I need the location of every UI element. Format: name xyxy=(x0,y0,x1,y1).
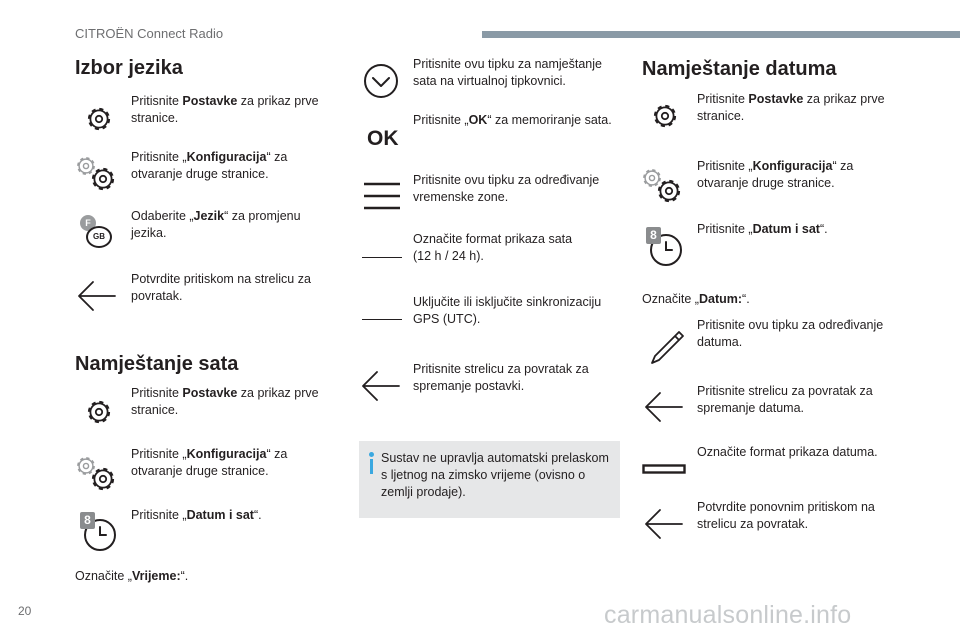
back-arrow-icon[interactable] xyxy=(359,366,403,406)
gear-icon[interactable] xyxy=(84,397,114,427)
double-gear-icon[interactable] xyxy=(640,166,688,208)
step-text: Potvrdite pritiskom na strelicu za povratak. xyxy=(131,272,311,303)
step-text: Pritisnite strelicu za povratak za spremanje postavki. xyxy=(413,362,589,393)
header-title: CITROËN Connect Radio xyxy=(75,26,224,41)
select-time-text: Označite „Vrijeme:“. xyxy=(75,569,189,583)
back-arrow-icon[interactable] xyxy=(642,387,686,427)
info-icon xyxy=(370,452,373,474)
step-text: Odaberite „Jezik“ za promjenu jezika. xyxy=(131,209,301,240)
step-text: Pritisnite strelicu za povratak za spremanje datuma. xyxy=(697,384,873,415)
step-text: Pritisnite „Datum i sat“. xyxy=(131,508,262,522)
back-arrow-icon[interactable] xyxy=(75,276,119,316)
rectangle-icon[interactable] xyxy=(642,464,686,474)
step-text: Potvrdite ponovnim pritiskom na strelicu za povratak. xyxy=(697,500,875,531)
header-bar xyxy=(482,31,960,38)
line-marker-icon xyxy=(362,257,402,258)
step-text: Pritisnite ovu tipku za određivanje vremenske zone. xyxy=(413,173,600,204)
step-text: Uključite ili isključite sinkronizaciju GPS (UTC). xyxy=(413,295,602,326)
page-number: 20 xyxy=(18,604,32,618)
info-note xyxy=(359,441,620,518)
gear-icon[interactable] xyxy=(84,104,114,134)
ok-icon[interactable]: OK xyxy=(367,127,399,150)
step-text: Pritisnite „Datum i sat“. xyxy=(697,222,828,236)
select-date-text: Označite „Datum:“. xyxy=(642,292,750,306)
language-flag-icon[interactable]: F GB xyxy=(80,215,114,249)
step-text: Pritisnite ovu tipku za određivanje datuma. xyxy=(697,318,884,349)
step-text: Pritisnite Postavke za prikaz prve stranice. xyxy=(697,92,885,123)
clock-icon[interactable]: 8 xyxy=(80,512,118,550)
section-title-date: Namještanje datuma xyxy=(642,58,837,80)
double-gear-icon[interactable] xyxy=(74,154,122,196)
step-text: Pritisnite „Konfiguracija“ za otvaranje druge stranice. xyxy=(131,447,288,478)
line-marker-icon xyxy=(362,319,402,320)
step-text: Pritisnite Postavke za prikaz prve stranice. xyxy=(131,94,319,125)
pencil-icon[interactable] xyxy=(648,327,686,367)
clock-icon[interactable]: 8 xyxy=(646,227,684,265)
section-title-clock: Namještanje sata xyxy=(75,353,239,375)
step-text: Pritisnite „Konfiguracija“ za otvaranje druge stranice. xyxy=(697,159,854,190)
section-title-language: Izbor jezika xyxy=(75,57,183,79)
step-text: Pritisnite Postavke za prikaz prve stranice. xyxy=(131,386,319,417)
chevron-down-icon[interactable] xyxy=(363,63,399,99)
step-text: Označite format prikaza datuma. xyxy=(697,445,878,459)
menu-icon[interactable] xyxy=(363,181,401,211)
back-arrow-icon[interactable] xyxy=(642,504,686,544)
double-gear-icon[interactable] xyxy=(74,454,122,496)
info-note-text: Sustav ne upravlja automatski prelaskom s ljetnog na zimsko vrijeme (ovisno o zemlji prodaje). xyxy=(381,451,609,499)
step-text: Pritisnite ovu tipku za namještanje sata na virtualnoj tipkovnici. xyxy=(413,57,602,88)
step-text: Označite format prikaza sata (12 h / 24 h). xyxy=(413,232,573,263)
gear-icon[interactable] xyxy=(650,101,680,131)
step-text: Pritisnite „Konfiguracija“ za otvaranje druge stranice. xyxy=(131,150,288,181)
watermark: carmanualsonline.info xyxy=(604,601,852,629)
step-text: Pritisnite „OK“ za memoriranje sata. xyxy=(413,113,612,127)
